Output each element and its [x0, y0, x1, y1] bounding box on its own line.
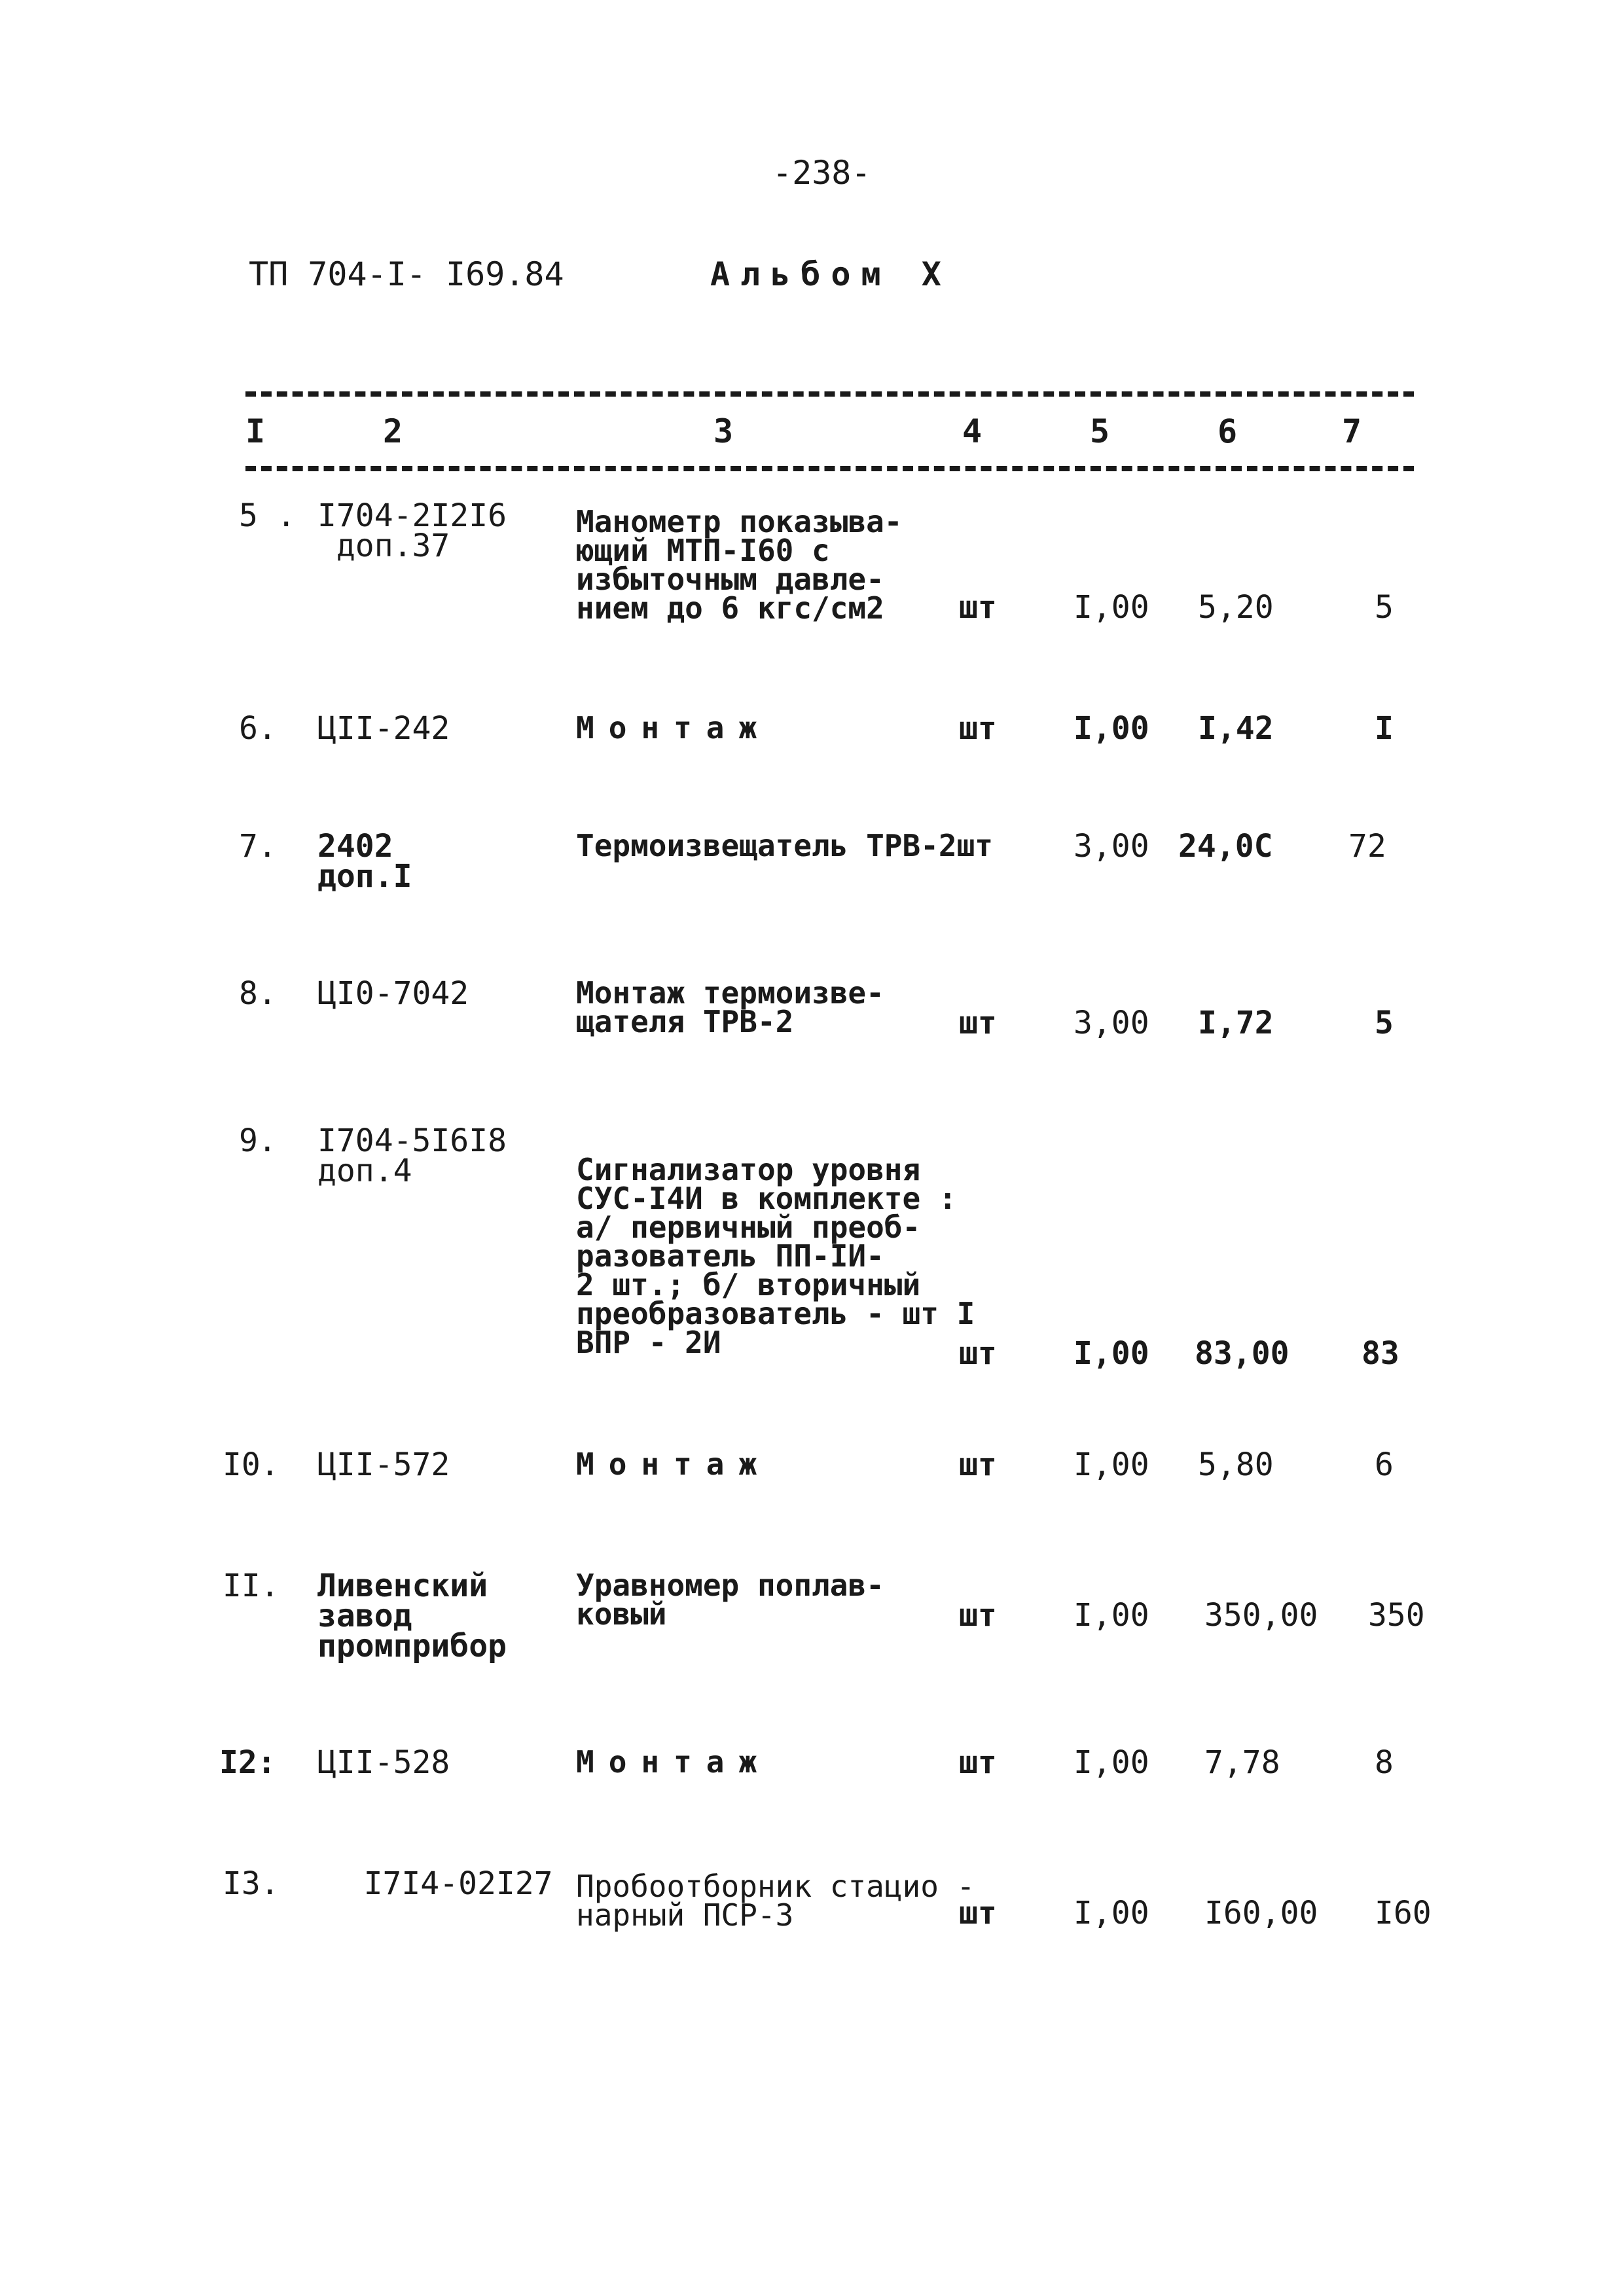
row-unit: шт: [959, 1005, 997, 1041]
row-price: 5,80: [1198, 1446, 1274, 1483]
row-name: Пробоотборник стацио - нарный ПСР-3: [576, 1869, 975, 1933]
row-price: I,42: [1198, 710, 1274, 747]
row-quantity: 3,00: [1074, 828, 1149, 865]
row-price: 24,0С: [1178, 828, 1273, 865]
row-name: Манометр показыва- ющий МТП-I60 с избыточным давле- нием до 6 кгс/см2: [576, 504, 903, 626]
row-code: ЦI0-7042: [317, 975, 469, 1012]
row-number: 7.: [239, 828, 277, 865]
row-total: 8: [1375, 1744, 1394, 1781]
row-code: Ливенский завод промприбор: [317, 1568, 507, 1664]
row-number: I3.: [223, 1865, 280, 1902]
row-code: ЦII-242: [317, 710, 450, 747]
table-header-bottom-rule: [245, 466, 1414, 471]
row-total: 72: [1348, 828, 1386, 865]
page-number: -238-: [772, 154, 871, 192]
row-quantity: I,00: [1074, 1597, 1149, 1634]
row-code: I7I4-02I27: [288, 1865, 553, 1902]
column-header-2: 2: [383, 412, 403, 450]
row-code: ЦII-572: [317, 1446, 450, 1483]
row-unit: шт: [959, 1597, 997, 1634]
row-name: Монтаж термоизве- щателя ТРВ-2: [576, 975, 884, 1039]
row-unit: шт: [959, 589, 997, 626]
row-name: Уравномер поплав- ковый: [576, 1568, 884, 1632]
row-code: I704-5I6I8 доп.4: [317, 1122, 507, 1189]
row-unit: шт: [959, 1744, 997, 1781]
row-code: 2402 доп.I: [317, 828, 412, 895]
document-code: ТП 704-I- I69.84: [249, 255, 564, 293]
row-number: I0.: [223, 1446, 280, 1483]
row-name: Монтаж: [576, 1446, 772, 1482]
row-name: Термоизвещатель ТРВ-2шт: [576, 828, 993, 863]
row-total: 350: [1368, 1597, 1425, 1634]
row-total: I: [1375, 710, 1394, 747]
row-number: 9.: [239, 1122, 277, 1159]
album-title: Альбом X: [710, 255, 952, 293]
row-name: Сигнализатор уровня СУС-I4И в комплекте : а/ первичный преоб- разователь ПП-IИ- 2 шт.; б/ вторичный преобразователь - шт I ВПР - 2И: [576, 1152, 975, 1360]
column-header-6: 6: [1218, 412, 1238, 450]
row-price: 83,00: [1195, 1335, 1290, 1372]
row-name: Монтаж: [576, 710, 772, 745]
row-total: I60: [1375, 1895, 1432, 1931]
row-name: Монтаж: [576, 1744, 772, 1780]
column-header-7: 7: [1342, 412, 1362, 450]
row-quantity: I,00: [1074, 1744, 1149, 1781]
row-number: 8.: [239, 975, 277, 1012]
row-unit: шт: [959, 710, 997, 747]
row-unit: шт: [959, 1335, 997, 1372]
row-number: 5 .: [239, 497, 296, 534]
row-quantity: I,00: [1074, 589, 1149, 626]
row-total: 83: [1362, 1335, 1399, 1372]
row-total: 6: [1375, 1446, 1394, 1483]
row-quantity: I,00: [1074, 710, 1149, 747]
column-header-3: 3: [713, 412, 734, 450]
row-total: 5: [1375, 1005, 1394, 1041]
row-price: I60,00: [1204, 1895, 1318, 1931]
column-header-4: 4: [962, 412, 983, 450]
table-header-top-rule: [245, 391, 1414, 397]
row-quantity: I,00: [1074, 1335, 1149, 1372]
row-code: ЦII-528: [317, 1744, 450, 1781]
column-header-5: 5: [1090, 412, 1110, 450]
row-price: 7,78: [1204, 1744, 1280, 1781]
row-price: 5,20: [1198, 589, 1274, 626]
row-code: I704-2I2I6 доп.37: [317, 497, 507, 564]
column-header-1: I: [245, 412, 266, 450]
row-quantity: 3,00: [1074, 1005, 1149, 1041]
row-price: 350,00: [1204, 1597, 1318, 1634]
row-unit: шт: [959, 1446, 997, 1483]
row-number: 6.: [239, 710, 277, 747]
row-quantity: I,00: [1074, 1895, 1149, 1931]
row-number: I2:: [219, 1744, 276, 1781]
row-quantity: I,00: [1074, 1446, 1149, 1483]
row-number: II.: [223, 1568, 280, 1604]
row-price: I,72: [1198, 1005, 1274, 1041]
row-unit: шт: [959, 1895, 997, 1931]
row-total: 5: [1375, 589, 1394, 626]
